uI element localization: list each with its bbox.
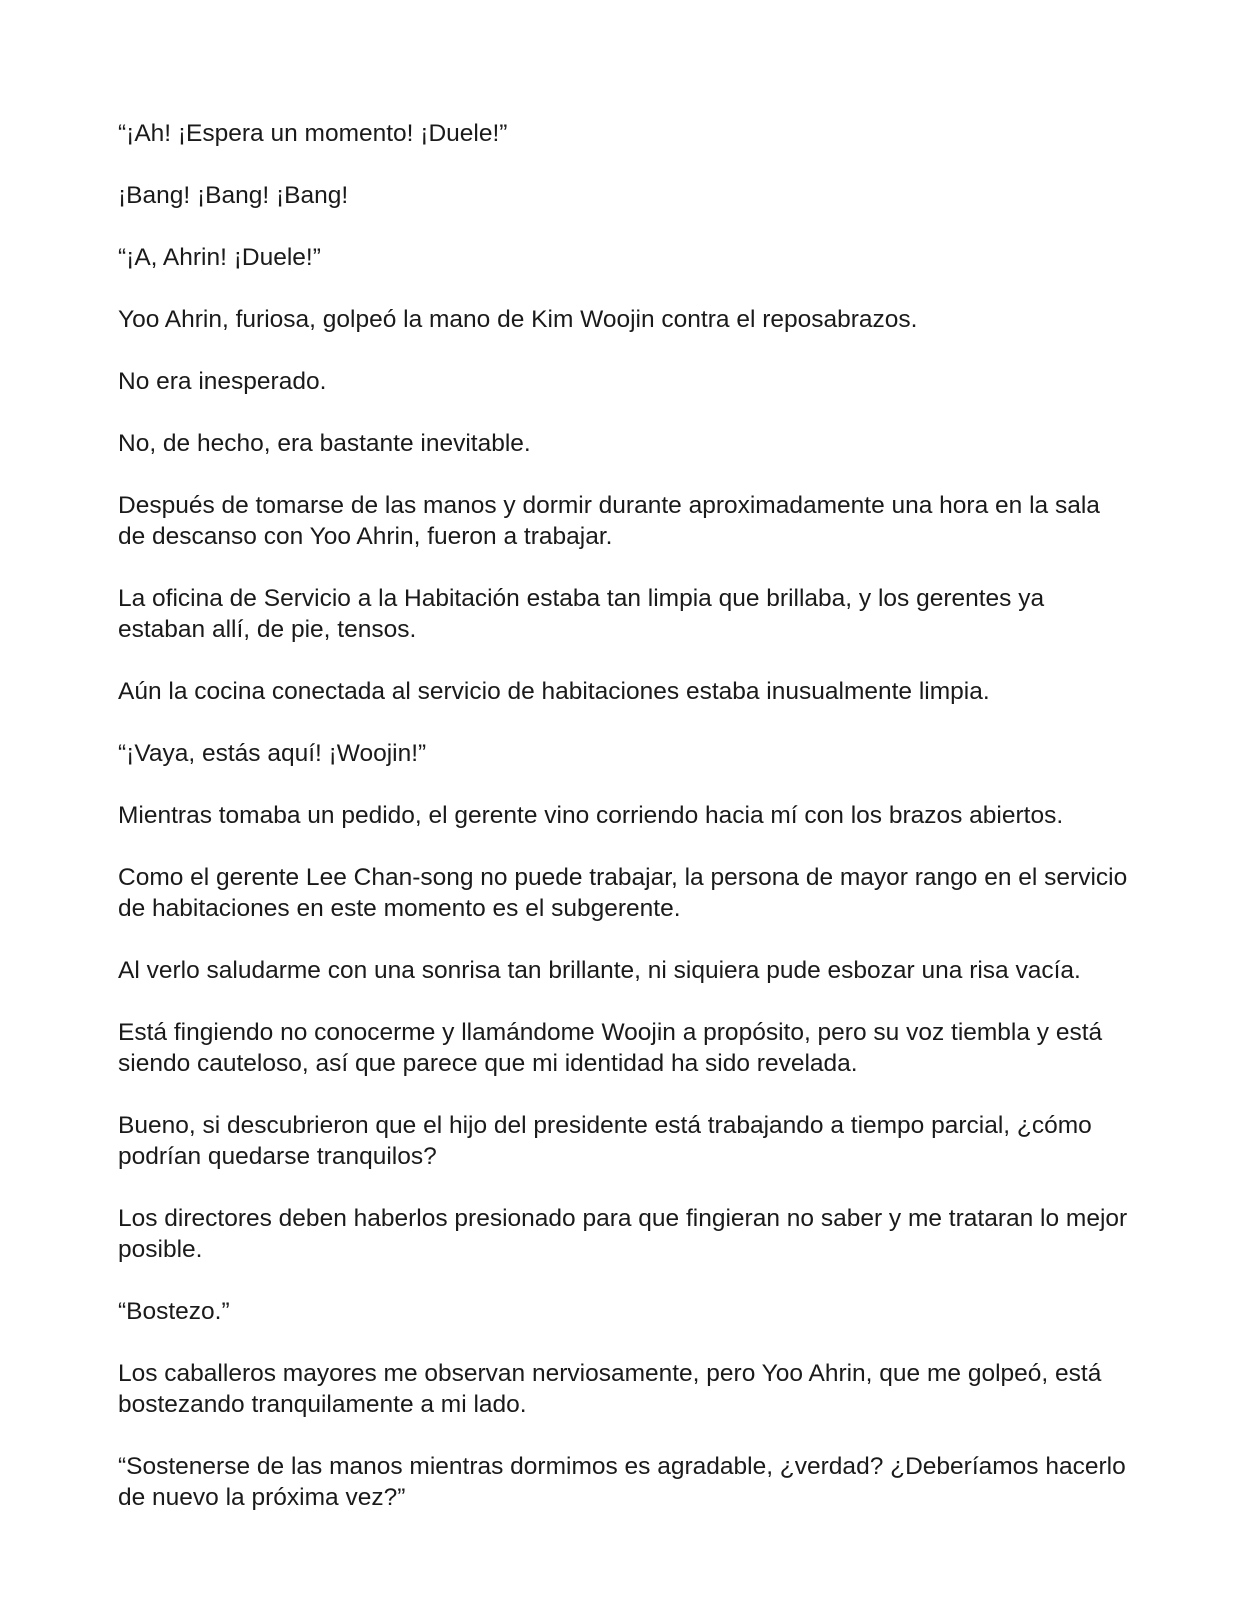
paragraph-2: ¡Bang! ¡Bang! ¡Bang!	[118, 182, 349, 209]
paragraph-11: Mientras tomaba un pedido, el gerente vino corriendo hacia mí con los brazos abiertos.	[118, 802, 1064, 829]
paragraph-3: “¡A, Ahrin! ¡Duele!”	[118, 244, 321, 271]
paragraph-6: No, de hecho, era bastante inevitable.	[118, 430, 531, 457]
paragraph-4: Yoo Ahrin, furiosa, golpeó la mano de Kim Woojin contra el reposabrazos.	[118, 306, 918, 333]
paragraph-16: Los directores deben haberlos presionado para que fingieran no saber y me trataran lo mejor posible.	[118, 1205, 1128, 1263]
paragraph-18: Los caballeros mayores me observan nerviosamente, pero Yoo Ahrin, que me golpeó, está bostezando tranquilamente a mi lado.	[118, 1360, 1102, 1418]
paragraph-19: “Sostenerse de las manos mientras dormimos es agradable, ¿verdad? ¿Deberíamos hacerlo de nuevo la próxima vez?”	[118, 1453, 1126, 1511]
paragraph-15: Bueno, si descubrieron que el hijo del presidente está trabajando a tiempo parcial, ¿cómo podrían quedarse tranquilos?	[118, 1112, 1092, 1170]
document-body	[118, 118, 1128, 1544]
paragraph-7: Después de tomarse de las manos y dormir durante aproximadamente una hora en la sala de descanso con Yoo Ahrin, fueron a trabajar.	[118, 492, 1100, 550]
paragraph-9: Aún la cocina conectada al servicio de habitaciones estaba inusualmente limpia.	[118, 678, 990, 705]
paragraph-12: Como el gerente Lee Chan-song no puede trabajar, la persona de mayor rango en el servicio de habitaciones en este momento es el subgerente.	[118, 864, 1128, 922]
paragraph-1: “¡Ah! ¡Espera un momento! ¡Duele!”	[118, 120, 508, 147]
paragraph-17: “Bostezo.”	[118, 1298, 230, 1325]
paragraph-14: Está fingiendo no conocerme y llamándome Woojin a propósito, pero su voz tiembla y está siendo cauteloso, así que parece que mi identidad ha sido revelada.	[118, 1019, 1103, 1077]
paragraph-5: No era inesperado.	[118, 368, 327, 395]
paragraph-10: “¡Vaya, estás aquí! ¡Woojin!”	[118, 740, 427, 767]
paragraph-13: Al verlo saludarme con una sonrisa tan brillante, ni siquiera pude esbozar una risa vacía.	[118, 957, 1081, 984]
paragraph-8: La oficina de Servicio a la Habitación estaba tan limpia que brillaba, y los gerentes ya estaban allí, de pie, tensos.	[118, 585, 1045, 643]
